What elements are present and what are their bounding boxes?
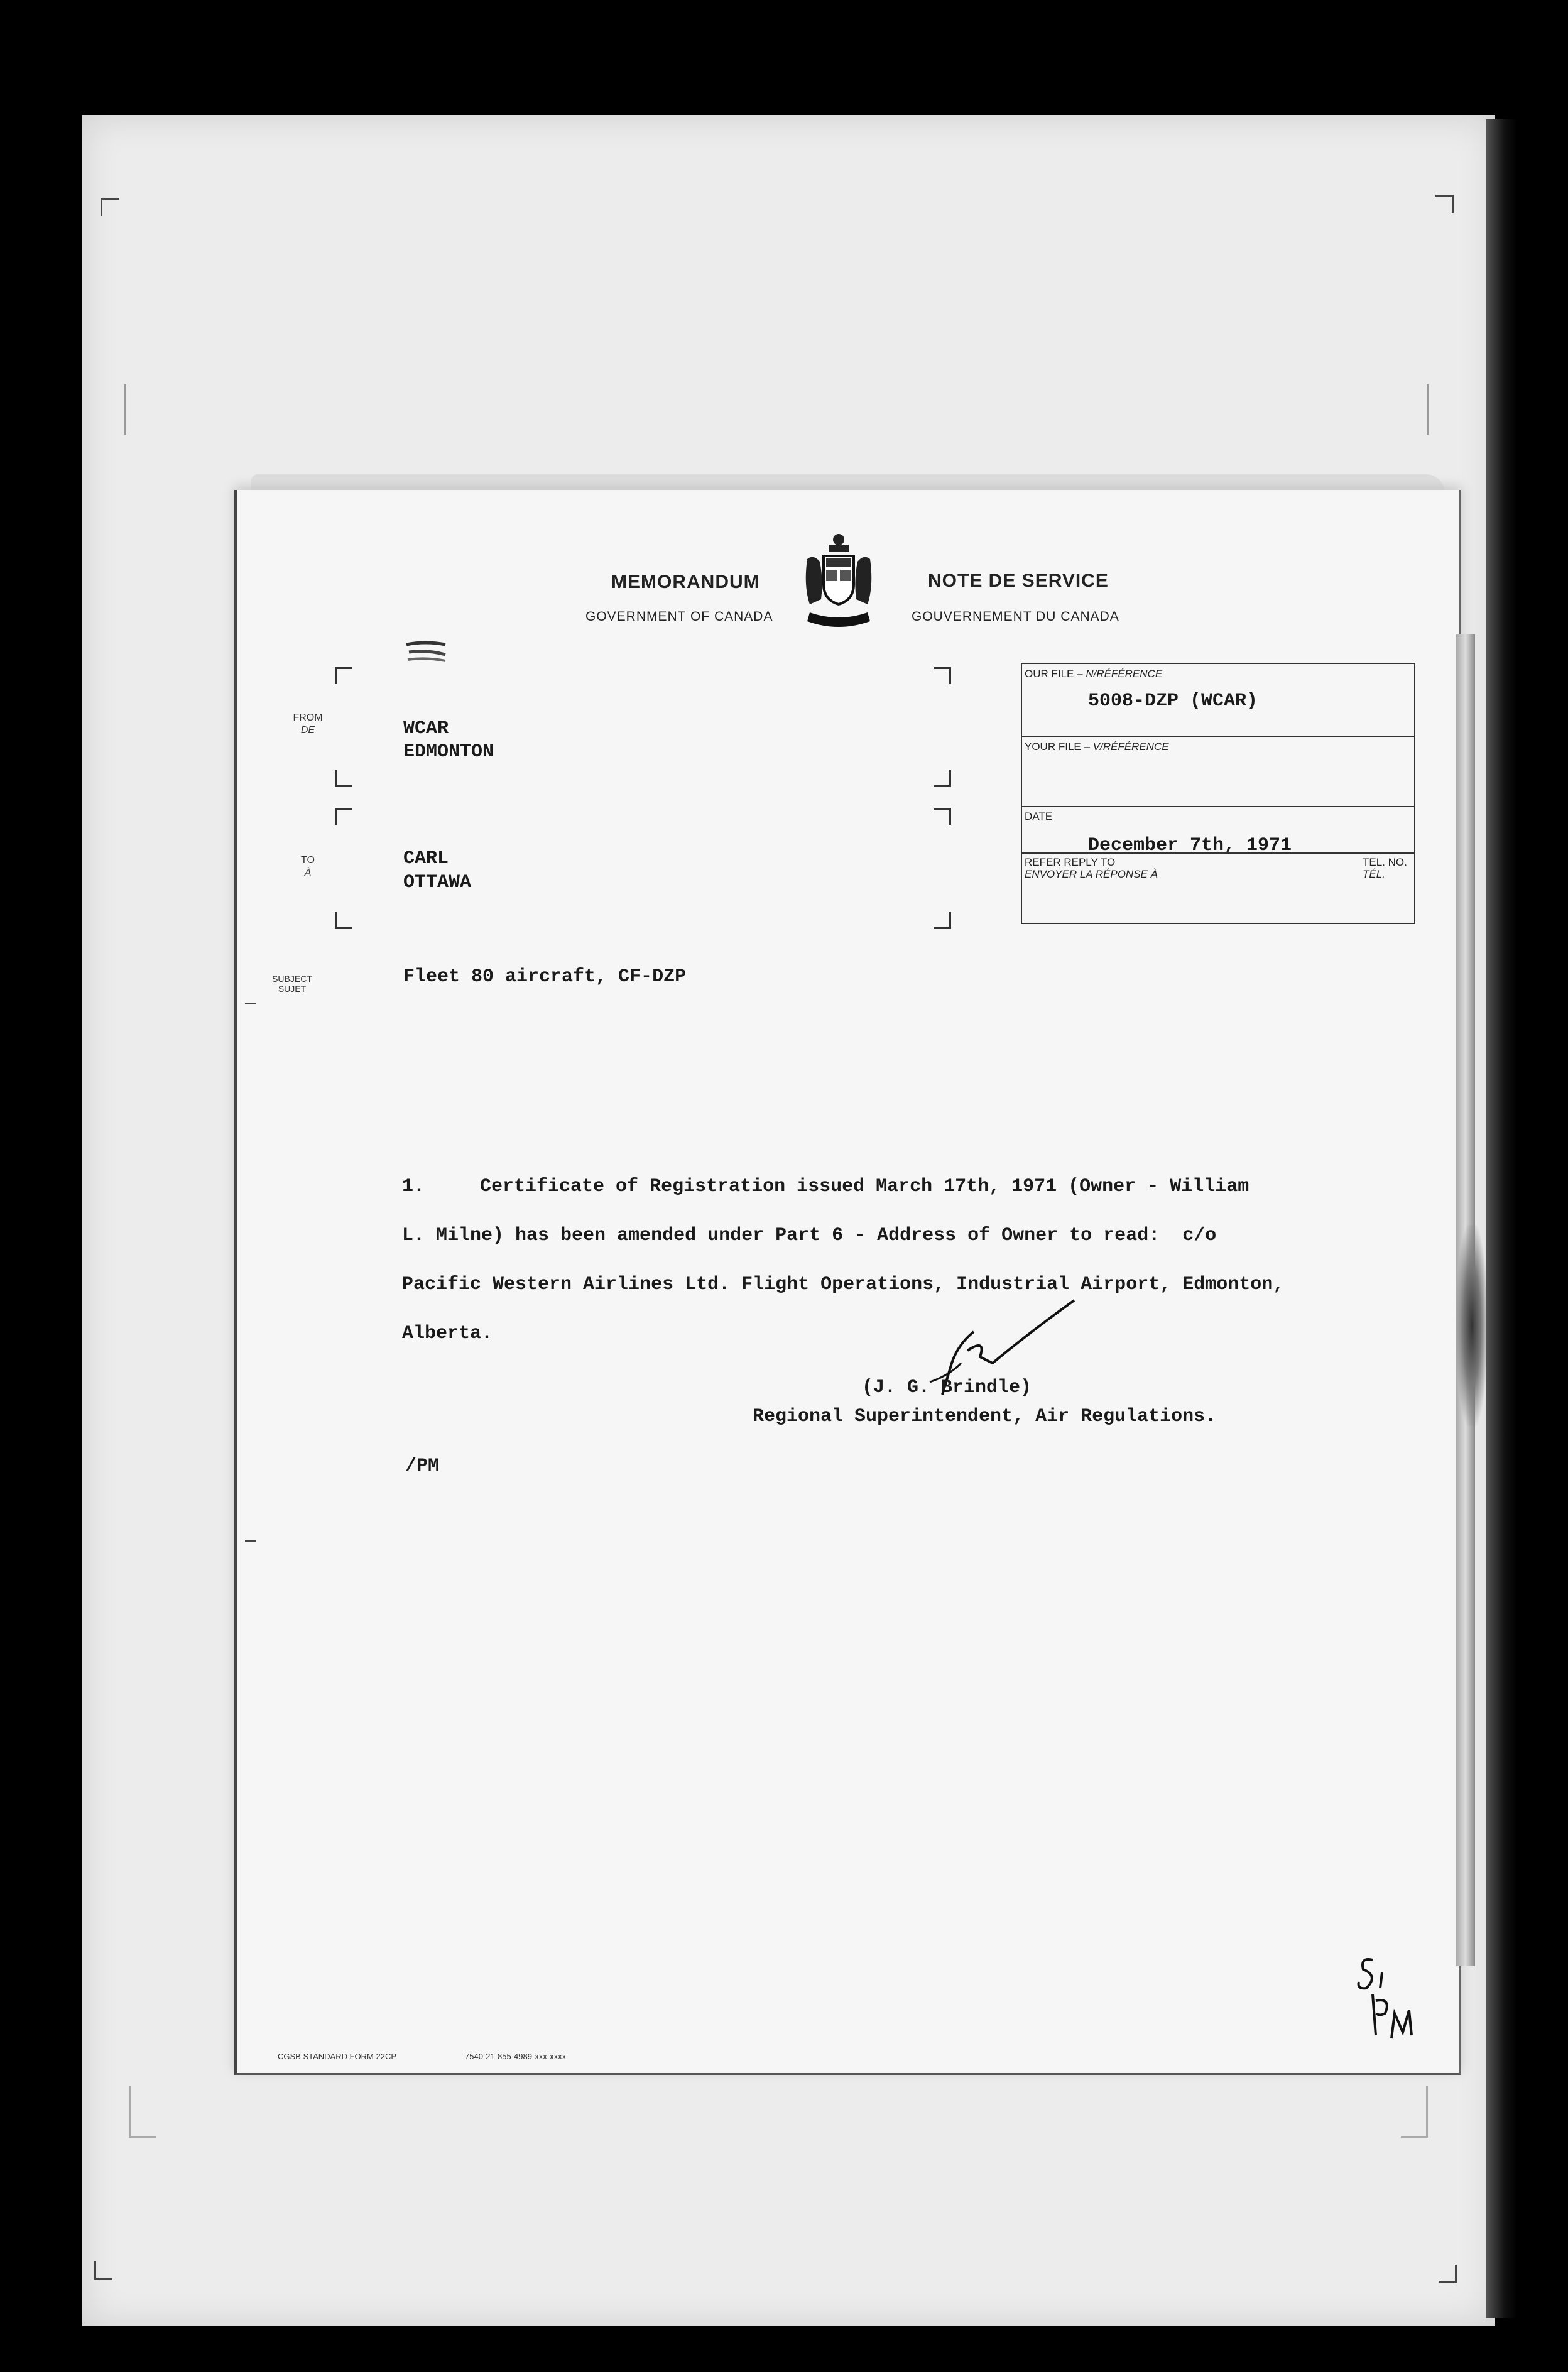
body-line-1 [402, 1162, 1363, 1211]
tel-label [1363, 856, 1407, 880]
address-bracket [335, 667, 352, 684]
typist-initials: /PM [405, 1455, 440, 1477]
crop-mark [1417, 384, 1429, 435]
body-line-3: Pacific Western Airlines Ltd. Flight Operations, Industrial Airport, Edmonton, [402, 1274, 1285, 1295]
address-bracket [934, 912, 951, 929]
to-label [286, 854, 330, 879]
date-label: DATE [1025, 810, 1053, 822]
our-file-label-fr: N/RÉFÉRENCE [1086, 668, 1163, 680]
to-line-2: OTTAWA [403, 872, 472, 893]
form-number: 7540-21-855-4989-xxx-xxxx [465, 2052, 567, 2061]
government-french: GOUVERNEMENT DU CANADA [912, 609, 1119, 624]
ref-divider [1022, 736, 1414, 737]
address-bracket [335, 770, 352, 787]
address-bracket [934, 808, 951, 825]
canada-coat-of-arms-icon [801, 531, 876, 634]
paper-edge [1486, 119, 1517, 2318]
crop-mark [1401, 2086, 1428, 2138]
subject-label-en: SUBJECT [272, 974, 312, 984]
body-line-1-text: Certificate of Registration issued March 17th, 1971 (Owner - William [480, 1176, 1250, 1197]
ref-divider [1022, 852, 1414, 854]
subject-label [264, 974, 320, 994]
title-french: NOTE DE SERVICE [928, 570, 1109, 591]
refer-reply-label-en: REFER REPLY TO [1025, 856, 1116, 868]
refer-reply-label [1025, 856, 1158, 880]
to-label-en: TO [301, 855, 315, 866]
crop-mark [1439, 2265, 1457, 2283]
crop-mark [129, 2086, 156, 2138]
government-english: GOVERNMENT OF CANADA [585, 609, 773, 624]
crop-mark [1435, 195, 1454, 213]
our-file-value: 5008-DZP (WCAR) [1088, 690, 1258, 712]
signatory-title: Regional Superintendent, Air Regulations. [753, 1406, 1217, 1427]
your-file-label-en: YOUR FILE – [1025, 741, 1093, 753]
address-bracket [934, 667, 951, 684]
refer-reply-label-fr: ENVOYER LA RÉPONSE À [1025, 868, 1158, 880]
crop-mark [124, 384, 136, 435]
to-line-1: CARL [403, 848, 449, 869]
from-label-fr: DE [300, 725, 315, 736]
to-label-fr: À [304, 868, 312, 878]
subject-value: Fleet 80 aircraft, CF-DZP [403, 966, 687, 987]
address-bracket [335, 912, 352, 929]
ref-divider [1022, 806, 1414, 807]
form-name: CGSB STANDARD FORM 22CP [278, 2052, 397, 2061]
body-line-4: Alberta. [402, 1323, 493, 1344]
paper-stain [1456, 1225, 1488, 1426]
body-line-2: L. Milne) has been amended under Part 6 - Address of Owner to read: c/o [402, 1225, 1217, 1246]
your-file-label [1025, 741, 1169, 753]
signatory-name: (J. G. Brindle) [862, 1377, 1032, 1398]
reference-box [1021, 663, 1415, 924]
paragraph-number: 1. [402, 1176, 425, 1197]
margin-mark [245, 1003, 256, 1004]
date-value: December 7th, 1971 [1088, 835, 1292, 856]
address-bracket [335, 808, 352, 825]
subject-label-fr: SUJET [278, 984, 307, 994]
tel-label-fr: TÉL. [1363, 868, 1385, 880]
tel-label-en: TEL. NO. [1363, 856, 1407, 868]
our-file-label [1025, 668, 1162, 680]
from-line-2: EDMONTON [403, 741, 494, 763]
from-line-1: WCAR [403, 718, 449, 739]
crop-mark [101, 198, 119, 216]
address-bracket [934, 770, 951, 787]
your-file-label-fr: V/RÉFÉRENCE [1092, 741, 1169, 753]
memo-body [402, 1162, 1363, 1358]
ink-smudge [405, 639, 449, 665]
from-label [286, 712, 330, 737]
margin-mark [245, 1540, 256, 1542]
from-label-en: FROM [293, 712, 323, 723]
crop-mark [94, 2261, 112, 2280]
title-english: MEMORANDUM [611, 572, 760, 592]
handwritten-initials [1354, 1950, 1423, 2045]
our-file-label-en: OUR FILE – [1025, 668, 1086, 680]
